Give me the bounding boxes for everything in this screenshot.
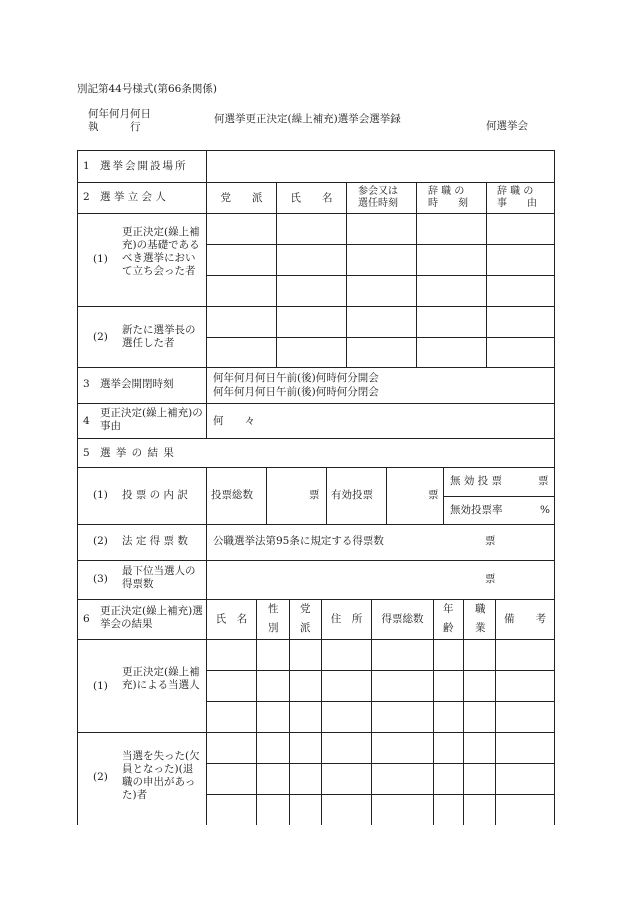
close-time: 何年何月何日午前(後)何時何分閉会 <box>213 386 379 398</box>
sec6-sub2-label: 当選を失った(欠員となった)(退職の申出があった)者 <box>122 750 200 801</box>
legal-votes-unit: 票 <box>485 535 496 547</box>
col6-age-line2: 齢 <box>443 622 454 634</box>
sec2-sub1-label: 更正決定(繰上補充)の基礎であるべき選挙において立ち会った者 <box>122 226 200 277</box>
sec5-sub3-number: (3) <box>93 573 108 585</box>
col6-total-votes: 得票総数 <box>381 613 424 625</box>
sec5-sub3-label: 最下位当選人の得票数 <box>122 565 196 590</box>
sec2-sub1-number: (1) <box>93 253 108 265</box>
col6-job-line2: 業 <box>475 622 486 634</box>
sec5-sub2-number: (2) <box>93 535 108 547</box>
col6-name: 氏 名 <box>215 613 248 625</box>
election-name: 何選挙会 <box>486 120 528 132</box>
col6-age-line1: 年 <box>443 603 454 615</box>
sec5-sub2-label: 法 定 得 票 数 <box>122 535 188 547</box>
invalid-votes-label: 無 効 投 票 <box>450 475 503 487</box>
execution-label: 執 行 <box>88 121 141 133</box>
sec6-sub2-number: (2) <box>93 771 108 783</box>
form-title: 別記第44号様式(第66条関係) <box>77 83 217 95</box>
total-votes-label: 投票総数 <box>211 489 253 501</box>
sec3-number: 3 <box>83 378 90 390</box>
sec6-number: 6 <box>83 613 90 625</box>
sec4-label: 更正決定(繰上補充)の事由 <box>100 407 203 432</box>
col-name: 氏 名 <box>290 191 333 204</box>
sec6-sub1-label: 更正決定(繰上補充)による当選人 <box>122 666 200 691</box>
col6-sex-line2: 別 <box>268 622 279 634</box>
sec5-label: 選 挙 の 結 果 <box>100 447 175 459</box>
sec6-sub1-number: (1) <box>93 680 108 692</box>
sec2-label: 選 挙 立 会 人 <box>100 191 166 203</box>
sec6-label: 更正決定(繰上補充)選挙会の結果 <box>100 605 203 630</box>
execution-date: 何年何月何日 <box>88 108 151 120</box>
col6-party-line2: 派 <box>300 622 311 634</box>
col-resign-time-line1: 辞 職 の <box>428 186 465 197</box>
col6-job-line1: 職 <box>475 603 486 615</box>
col6-party-line1: 党 <box>300 603 311 615</box>
col-attend-line2: 選任時刻 <box>358 198 398 209</box>
open-time: 何年何月何日午前(後)何時何分開会 <box>213 372 379 384</box>
sec1-label: 選挙会開設場所 <box>100 160 188 172</box>
total-votes-unit: 票 <box>309 489 320 501</box>
sec5-sub1-label: 投 票 の 内 訳 <box>122 489 188 501</box>
col-resign-time-line2: 時 刻 <box>428 198 468 209</box>
invalid-votes-unit: 票 <box>538 475 549 487</box>
valid-votes-label: 有効投票 <box>331 489 373 501</box>
sec4-value: 何 々 <box>213 415 255 427</box>
col-resign-reason-line1: 辞 職 の <box>497 186 534 197</box>
sec2-sub2-number: (2) <box>93 331 108 343</box>
col6-sex-line1: 性 <box>268 603 279 615</box>
legal-votes-text: 公職選挙法第95条に規定する得票数 <box>213 535 384 547</box>
col6-remarks: 備 考 <box>504 613 546 625</box>
sec2-sub2-label: 新たに選挙長の選任した者 <box>122 324 196 349</box>
sec2-number: 2 <box>83 191 90 203</box>
record-title: 何選挙更正決定(繰上補充)選挙会選挙録 <box>214 113 401 125</box>
sec5-sub1-number: (1) <box>93 489 108 501</box>
invalid-rate-label: 無効投票率 <box>450 504 503 516</box>
lowest-winner-unit: 票 <box>485 573 496 585</box>
col-attend-line1: 参会又は <box>358 186 398 197</box>
sec4-number: 4 <box>83 415 90 427</box>
valid-votes-unit: 票 <box>428 489 439 501</box>
col-party: 党 派 <box>220 191 263 204</box>
sec1-number: 1 <box>83 160 90 172</box>
invalid-rate-unit: % <box>540 504 550 516</box>
col-resign-reason-line2: 事 由 <box>497 198 537 209</box>
sec5-number: 5 <box>83 447 90 459</box>
sec3-label: 選挙会開閉時刻 <box>100 378 174 390</box>
col6-address: 住 所 <box>330 613 363 625</box>
